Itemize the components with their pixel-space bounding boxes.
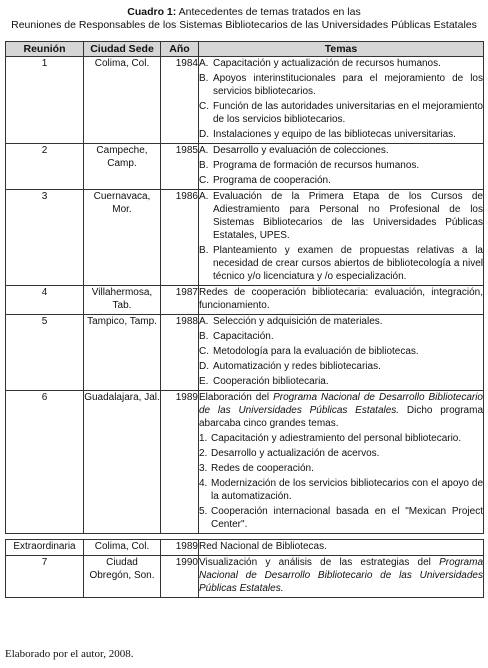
cell-anio: 1988 — [161, 315, 199, 391]
table-body — [6, 57, 484, 598]
cell-reunion: Extraordinaria — [6, 540, 84, 556]
tema-item-text: Evaluación de la Primera Etapa de los Cursos de Adiestramiento para Personal no Profesional de los Sistemas Bibliotecarios de las Universidades Públicas Estatales, UPES. — [213, 191, 483, 241]
tema-item-text: Programa de cooperación. — [213, 175, 331, 186]
cell-temas — [199, 315, 484, 391]
cell-anio: 1989 — [161, 540, 199, 556]
tema-item — [199, 345, 483, 358]
tema-item-marker: A. — [199, 58, 209, 69]
cell-ciudad-sede: Tampico, Tamp. — [84, 315, 161, 391]
temas-text: Red Nacional de Bibliotecas. — [199, 541, 327, 552]
tema-item-text: Capacitación. — [213, 331, 274, 342]
tema-item-text: Desarrollo y actualización de acervos. — [211, 448, 380, 459]
header-reunion: Reunión — [6, 42, 84, 57]
table-row — [6, 391, 484, 534]
cell-ciudad-sede: Campeche, Camp. — [84, 144, 161, 190]
tema-item — [199, 244, 483, 283]
tema-item-marker: D. — [199, 361, 209, 372]
tema-item-marker: C. — [199, 175, 209, 186]
tema-item — [199, 505, 483, 531]
temas-intro — [199, 391, 483, 430]
tema-item-marker: E. — [199, 376, 209, 387]
tema-item-marker: C. — [199, 101, 209, 112]
table-header-row — [6, 42, 484, 57]
cell-reunion: 4 — [6, 286, 84, 315]
caption-line-1 — [0, 6, 488, 19]
cell-reunion: 6 — [6, 391, 84, 534]
tema-item-text: Metodología para la evaluación de bibliotecas. — [213, 346, 419, 357]
cell-temas — [199, 391, 484, 534]
tema-item-text: Apoyos interinstitucionales para el mejoramiento de los servicios bibliotecarios. — [213, 73, 483, 97]
tema-item-text: Modernización de los servicios bibliotecarios con el apoyo de la automatización. — [211, 478, 483, 502]
table-row — [6, 57, 484, 144]
tema-item-marker: A. — [199, 316, 209, 327]
tema-item-text: Cooperación internacional basada en el "Mexican Project Center". — [211, 506, 483, 530]
table-row — [6, 315, 484, 391]
cell-ciudad-sede: Villahermosa, Tab. — [84, 286, 161, 315]
cell-anio: 1990 — [161, 556, 199, 598]
tema-item-text: Capacitación y adiestramiento del personal bibliotecario. — [211, 433, 462, 444]
cell-temas — [199, 144, 484, 190]
program-title: Programa Nacional de Desarrollo Bibliotecario de las Universidades Públicas Estatales. — [199, 392, 483, 416]
header-anio: Año — [161, 42, 199, 57]
tema-item-text: Instalaciones y equipo de las bibliotecas universitarias. — [213, 129, 456, 140]
tema-item-marker: B. — [199, 73, 209, 84]
tema-item — [199, 128, 483, 141]
caption-title: Antecedentes de temas tratados en las — [178, 6, 361, 18]
cell-temas — [199, 556, 484, 598]
cell-temas — [199, 286, 484, 315]
temas-intro-text: Dicho programa abarcaba cinco grandes temas. — [199, 405, 484, 429]
header-ciudad-sede: Ciudad Sede — [84, 42, 161, 57]
table-row — [6, 556, 484, 598]
tema-item-marker: 4. — [199, 478, 208, 489]
temas-text-lead: Visualización y análisis de las estrategias del — [199, 557, 440, 568]
cell-temas — [199, 540, 484, 556]
tema-item-text: Capacitación y actualización de recursos humanos. — [213, 58, 441, 69]
tema-item — [199, 174, 483, 187]
tema-item — [199, 432, 483, 445]
temas-text — [199, 556, 483, 595]
tema-item-marker: 3. — [199, 463, 208, 474]
temas-text: Redes de cooperación bibliotecaria: evaluación, integración, funcionamiento. — [199, 287, 483, 311]
cell-reunion: 5 — [6, 315, 84, 391]
cell-reunion: 3 — [6, 190, 84, 286]
tema-item — [199, 190, 483, 242]
tema-item-marker: A. — [199, 145, 209, 156]
footer-note: Elaborado por el autor, 2008. — [5, 648, 134, 660]
cell-anio: 1989 — [161, 391, 199, 534]
tema-item — [199, 144, 483, 157]
tema-item-marker: 5. — [199, 506, 208, 517]
tema-item — [199, 477, 483, 503]
tema-item-text: Selección y adquisición de materiales. — [213, 316, 383, 327]
tema-item-text: Desarrollo y evaluación de colecciones. — [213, 145, 389, 156]
tema-item-text: Función de las autoridades universitarias en el mejoramiento de los servicios bibliotecarios. — [213, 101, 483, 125]
tema-item — [199, 375, 483, 388]
tema-item — [199, 330, 483, 343]
tema-item — [199, 360, 483, 373]
cell-ciudad-sede: Cuernavaca, Mor. — [84, 190, 161, 286]
cell-reunion: 7 — [6, 556, 84, 598]
meetings-table — [5, 41, 484, 598]
tema-item — [199, 447, 483, 460]
tema-item-marker: D. — [199, 129, 209, 140]
cell-ciudad-sede: Ciudad Obregón, Son. — [84, 556, 161, 598]
tema-item-marker: B. — [199, 160, 209, 171]
cell-reunion: 2 — [6, 144, 84, 190]
caption-line-2: Reuniones de Responsables de los Sistemas Bibliotecarios de las Universidades Públicas Estatales — [11, 19, 477, 31]
cell-anio: 1987 — [161, 286, 199, 315]
tema-item — [199, 100, 483, 126]
tema-item — [199, 57, 483, 70]
tema-item-marker: 2. — [199, 448, 208, 459]
table-caption — [0, 6, 488, 32]
table-row — [6, 190, 484, 286]
table-row — [6, 286, 484, 315]
cell-temas — [199, 57, 484, 144]
cell-temas — [199, 190, 484, 286]
cell-reunion: 1 — [6, 57, 84, 144]
tema-item-marker: A. — [199, 191, 209, 202]
tema-item — [199, 315, 483, 328]
cell-ciudad-sede: Colima, Col. — [84, 540, 161, 556]
tema-item — [199, 462, 483, 475]
tema-item-text: Automatización y redes bibliotecarias. — [213, 361, 381, 372]
caption-label: Cuadro 1: — [127, 6, 177, 18]
tema-item-marker: C. — [199, 346, 209, 357]
header-temas: Temas — [199, 42, 484, 57]
tema-item-text: Planteamiento y examen de propuestas relativas a la necesidad de crear cursos abiertos de bibliotecología a nivel técnico y/o licenciatura y /o especialización. — [213, 245, 483, 282]
temas-intro-text: Elaboración del — [199, 392, 274, 403]
tema-item — [199, 159, 483, 172]
cell-anio: 1985 — [161, 144, 199, 190]
tema-item-marker: B. — [199, 331, 209, 342]
tema-item-text: Cooperación bibliotecaria. — [213, 376, 329, 387]
tema-item-marker: B. — [199, 245, 209, 256]
tema-item-marker: 1. — [199, 433, 208, 444]
cell-ciudad-sede: Colima, Col. — [84, 57, 161, 144]
tema-item — [199, 72, 483, 98]
table-row — [6, 540, 484, 556]
table-row — [6, 144, 484, 190]
cell-ciudad-sede: Guadalajara, Jal. — [84, 391, 161, 534]
cell-anio: 1984 — [161, 57, 199, 144]
tema-item-text: Programa de formación de recursos humanos. — [213, 160, 420, 171]
tema-item-text: Redes de cooperación. — [211, 463, 314, 474]
program-title: Programa Nacional de Desarrollo Bibliotecario de las Universidades Públicas Estatales. — [199, 557, 483, 594]
cell-anio: 1986 — [161, 190, 199, 286]
